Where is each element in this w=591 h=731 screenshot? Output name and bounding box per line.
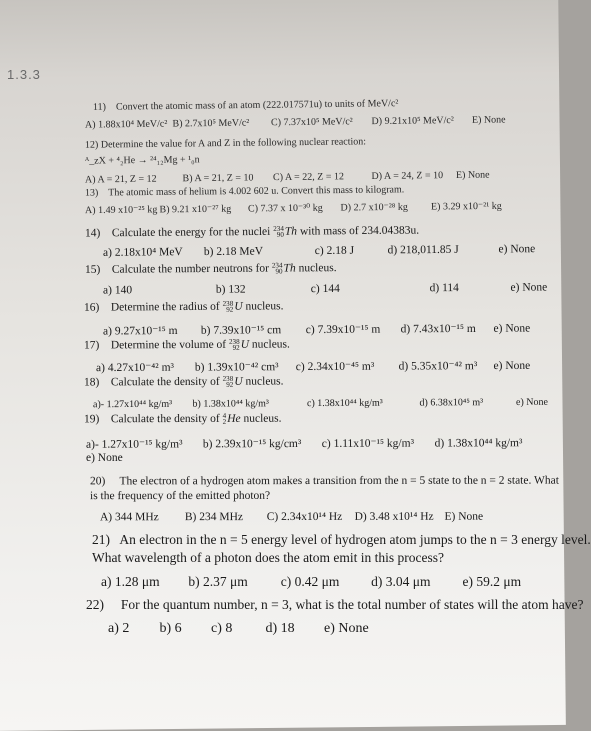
- question-19-options: [86, 435, 522, 451]
- option-a: a) 4.27x10⁻⁴² m³: [95, 361, 175, 375]
- question-text: The atomic mass of helium is 4.002 602 u. Convert this mass to kilogram.: [108, 184, 405, 199]
- option-b: B) 2.7x10⁵ MeV/c²: [172, 117, 250, 130]
- option-e: e) None: [324, 621, 369, 636]
- option-b: B) A = 21, Z = 10: [182, 172, 254, 185]
- option-e: e) None: [498, 243, 536, 256]
- isotope-symbol: He: [227, 412, 241, 425]
- isotope-mass-number: 234: [271, 261, 283, 270]
- question-number: 15): [84, 263, 101, 276]
- question-number: 13): [84, 187, 99, 199]
- corner-handwritten-note: 1.3.3: [7, 67, 41, 82]
- option-a: a) 140: [102, 284, 133, 297]
- option-b: b) 132: [215, 283, 246, 296]
- option-a: A) A = 21, Z = 12: [84, 173, 157, 186]
- option-e: E) None: [471, 114, 506, 126]
- question-text-rest: nucleus.: [251, 338, 290, 351]
- isotope-symbol: Th: [284, 225, 298, 238]
- isotope-atomic-number: 90: [276, 231, 284, 240]
- question-13: [85, 184, 404, 198]
- isotope-symbol: Th: [283, 262, 296, 275]
- isotope-numbers: [272, 263, 283, 275]
- option-d: d) 18: [265, 621, 295, 636]
- isotope-mass-number: 4: [222, 412, 227, 421]
- option-d: d) 7.43x10⁻¹⁵ m: [400, 322, 476, 336]
- question-number: 19): [83, 413, 100, 426]
- option-c: c) 7.39x10⁻¹⁵ m: [305, 323, 381, 337]
- option-c: c) 2.34x10⁻⁴⁵ m³: [295, 360, 375, 374]
- isotope-numbers: [229, 339, 240, 351]
- question-number: 20): [89, 475, 106, 488]
- question-11-options: [85, 114, 506, 130]
- isotope-atomic-number: 92: [226, 306, 234, 315]
- option-a: a) 9.27x10⁻¹⁵ m: [102, 324, 178, 338]
- question-13-options: [85, 201, 502, 216]
- option-b: b) 7.39x10⁻¹⁵ cm: [200, 324, 282, 337]
- question-17: [84, 338, 290, 351]
- option-b: b) 2.37 μm: [188, 574, 248, 589]
- question-21-text-2: What wavelength of a photon does the atom emit in this process?: [92, 550, 445, 565]
- question-14-options: [103, 243, 535, 259]
- question-text: Determine the radius of: [110, 300, 220, 314]
- question-text-rest: nucleus.: [298, 262, 337, 275]
- question-18-options: [93, 397, 548, 410]
- isotope-numbers: [223, 376, 234, 388]
- isotope-atomic-number: 92: [226, 381, 234, 390]
- option-d: D) 2.7 x10⁻²⁸ kg: [340, 201, 408, 214]
- question-number: 17): [83, 339, 100, 352]
- isotope-atomic-number: 2: [222, 418, 227, 427]
- option-e: e) None: [510, 281, 548, 294]
- question-20: [90, 475, 559, 488]
- option-b: B) 9.21 x10⁻²⁷ kg: [159, 203, 232, 216]
- option-c: c) 1.11x10⁻¹⁵ kg/m³: [321, 437, 415, 450]
- option-b: b) 1.39x10⁻⁴² cm³: [194, 361, 279, 374]
- option-b: b) 1.38x10⁴⁴ kg/m³: [192, 398, 269, 410]
- question-text: An electron in the n = 5 energy level of hydrogen atom jumps to the n = 3 energy level.: [119, 532, 591, 547]
- option-c: c) 8: [211, 621, 233, 636]
- question-text: Calculate the number neutrons for: [111, 262, 270, 276]
- question-text: Calculate the energy for the nuclei: [111, 225, 271, 240]
- option-b: B) 234 MHz: [184, 511, 244, 524]
- option-e: e) None: [515, 396, 548, 408]
- question-14: [85, 225, 419, 240]
- question-text-rest: nucleus.: [243, 412, 282, 425]
- question-12-reaction: ᴬ_ᴢX + ⁴₂He → ²⁴₁₂Mg + ¹₀n: [84, 154, 200, 167]
- question-number: 18): [83, 376, 100, 389]
- option-d: d) 114: [429, 282, 459, 295]
- option-a: a) 2: [108, 621, 130, 636]
- option-d: D) 9.21x10⁵ MeV/c²: [371, 115, 454, 128]
- isotope-numbers: [223, 301, 234, 313]
- isotope-atomic-number: 92: [232, 344, 240, 353]
- option-d: d) 3.04 μm: [371, 574, 431, 589]
- option-a: A) 1.49 x10⁻²⁵ kg: [84, 204, 158, 217]
- question-text: The electron of a hydrogen atom makes a transition from the n = 5 state to the n = 2 state. What: [119, 474, 559, 488]
- option-b: b) 2.18 MeV: [203, 245, 264, 259]
- option-d: d) 218,011.85 J: [387, 243, 459, 257]
- option-a: a) 1.28 μm: [101, 574, 160, 589]
- option-c: c) 0.42 μm: [280, 574, 340, 589]
- option-b: b) 2.39x10⁻¹⁵ kg/cm³: [202, 438, 302, 451]
- question-text-rest: nucleus.: [245, 375, 284, 388]
- question-number: 12): [84, 139, 99, 151]
- isotope-symbol: U: [240, 338, 250, 351]
- question-text: Calculate the density of: [110, 412, 220, 426]
- option-b: b) 6: [159, 621, 182, 636]
- question-number: 14): [84, 227, 101, 240]
- question-20-text-2: is the frequency of the emitted photon?: [89, 489, 271, 503]
- question-15: [85, 262, 337, 276]
- isotope-mass-number: 234: [273, 225, 284, 234]
- question-12-options: [85, 170, 490, 186]
- option-d: d) 6.38x10⁴⁵ m³: [419, 397, 484, 409]
- option-c: C) 2.34x10¹⁴ Hz: [266, 510, 343, 524]
- option-d: d) 1.38x10⁴⁴ kg/m³: [434, 437, 523, 450]
- option-e: e) 59.2 μm: [462, 574, 522, 589]
- isotope-numbers: [223, 413, 227, 425]
- option-a: a)- 1.27x10⁻¹⁵ kg/m³: [85, 438, 183, 451]
- question-16-options: [103, 321, 530, 338]
- option-d: d) 5.35x10⁻⁴² m³: [398, 360, 478, 373]
- option-e: e) None: [493, 359, 531, 373]
- question-12: [85, 136, 366, 150]
- option-e: E) None: [455, 169, 490, 181]
- question-22: [86, 597, 583, 613]
- option-e: E) 3.29 x10⁻²¹ kg: [430, 200, 502, 213]
- question-18: [84, 375, 284, 388]
- option-c: c) 2.18 J: [314, 244, 355, 258]
- isotope-mass-number: 238: [228, 338, 240, 347]
- question-19: [84, 413, 282, 426]
- option-e: E) None: [444, 510, 484, 523]
- isotope-symbol: U: [234, 375, 243, 388]
- option-c: c) 1.38x10⁴⁴ kg/m³: [306, 397, 383, 410]
- question-number: 11): [92, 101, 107, 113]
- option-a: A) 344 MHz: [99, 511, 159, 524]
- option-c: C) A = 22, Z = 12: [272, 171, 345, 184]
- question-21-options: [101, 574, 521, 590]
- question-20-options: [100, 511, 483, 524]
- option-c: C) 7.37x10⁵ MeV/c²: [270, 116, 353, 129]
- question-19-option-e: e) None: [86, 452, 123, 464]
- option-a: a)- 1.27x10⁴⁴ kg/m³: [92, 398, 173, 411]
- option-a: a) 2.18x10⁴ MeV: [102, 246, 183, 259]
- option-a: A) 1.88x10⁴ MeV/c²: [84, 118, 168, 131]
- isotope-numbers: [273, 226, 284, 238]
- option-e: e) None: [493, 322, 531, 335]
- question-15-options: [103, 281, 547, 296]
- question-text: Determine the volume of: [110, 338, 227, 352]
- question-17-options: [96, 358, 530, 374]
- question-number: 21): [92, 532, 110, 547]
- question-text-rest: with mass of 234.04383u.: [299, 224, 420, 238]
- question-text: Determine the value for A and Z in the following nuclear reaction:: [100, 136, 367, 151]
- option-c: C) 7.37 x 10⁻³⁰ kg: [247, 202, 323, 215]
- question-text: Calculate the density of: [110, 375, 220, 389]
- question-number: 22): [86, 597, 104, 612]
- option-d: D) A = 24, Z = 10: [371, 170, 444, 182]
- option-d: D) 3.48 x10¹⁴ Hz: [354, 510, 434, 523]
- option-c: c) 144: [310, 282, 340, 296]
- question-22-options: [108, 621, 369, 637]
- question-text: For the quantum number, n = 3, what is the total number of states will the atom have?: [120, 597, 584, 612]
- isotope-symbol: U: [234, 300, 243, 313]
- question-16: [84, 300, 284, 314]
- isotope-mass-number: 238: [222, 375, 234, 384]
- question-11: [93, 98, 398, 113]
- question-text-rest: nucleus.: [245, 300, 284, 313]
- question-text: Convert the atomic mass of an atom (222.017571u) to units of MeV/c²: [115, 98, 399, 113]
- isotope-atomic-number: 90: [275, 267, 283, 276]
- isotope-mass-number: 238: [222, 299, 234, 309]
- question-21: [92, 532, 591, 548]
- question-number: 16): [83, 301, 100, 314]
